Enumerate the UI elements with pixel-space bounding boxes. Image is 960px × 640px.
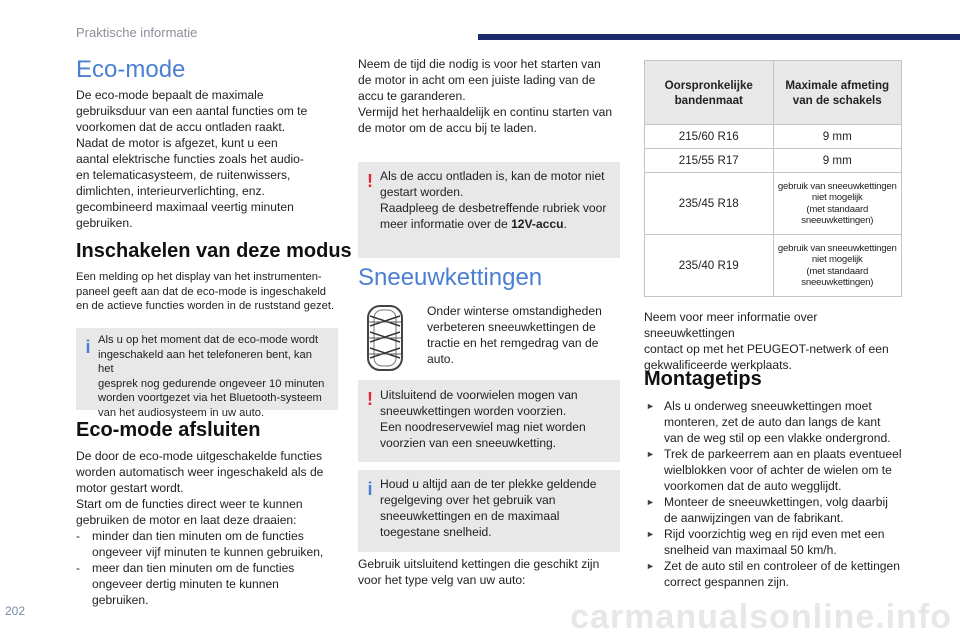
table-header: Maximale afmeting van de schakels: [773, 61, 902, 125]
exit-text: De door de eco-mode uitgeschakelde functies worden automatisch weer ingeschakeld als de motor gestart wordt. Start om de functies direct weer te kunnen gebruiken de motor en laat deze draaien:: [76, 449, 324, 527]
table-cell: gebruik van sneeuwkettingen niet mogelijk (met standaard sneeuwkettingen): [773, 235, 902, 297]
section-header: Praktische informatie: [76, 25, 198, 40]
enable-note-text: Als u op het moment dat de eco-mode wordt ingeschakeld aan het telefoneren bent, kan het gesprek nog gedurende ongeveer 10 minuten worden voortgezet via het Bluetooth-systeem van het audiosysteem in uw auto.: [98, 334, 325, 419]
info-icon: i: [367, 479, 373, 499]
battery-note-text: Als de accu ontladen is, kan de motor niet gestart worden. Raadpleeg de desbetreffende rubriek voor meer informatie over de 12V-accu.: [380, 169, 607, 231]
use-text: Gebruik uitsluitend kettingen die geschikt zijn voor het type velg van uw auto:: [358, 557, 600, 587]
list-item: ► Trek de parkeerrem aan en plaats eventueel wielblokken voor of achter de wielen om te voorkomen dat de auto wegglijdt.: [646, 447, 902, 493]
header-bar: [478, 34, 960, 40]
tips-heading: Montagetips: [644, 368, 762, 390]
info-icon: i: [85, 337, 91, 357]
chains-table: [644, 60, 902, 297]
table-cell: 235/45 R18: [645, 173, 774, 235]
front-note-text: Uitsluitend de voorwielen mogen van sneeuwkettingen worden voorzien. Een noodreservewiel mag niet worden voorzien van een sneeuwketting.: [380, 388, 586, 450]
tips-list: [644, 398, 910, 590]
warning-icon: !: [367, 389, 373, 409]
page-number: 202: [5, 604, 26, 618]
table-cell: 9 mm: [773, 125, 902, 149]
start-text: Neem de tijd die nodig is voor het starten van de motor in acht om een juiste lading van de accu te garanderen. Vermijd het herhaaldelijk en continu starten van de motor om de accu bij te laden.: [358, 57, 613, 135]
snow-chain-icon: [358, 302, 414, 374]
arrow-icon: ►: [646, 449, 655, 459]
enable-text: Een melding op het display van het instrumenten- paneel geeft aan dat de eco-mode is ingeschakeld en de actieve functies worden in de ruststand gezet.: [76, 271, 335, 313]
rules-info-note: [358, 470, 620, 552]
battery-warning-note: [358, 162, 620, 258]
table-cell: 9 mm: [773, 149, 902, 173]
arrow-icon: ►: [646, 401, 655, 411]
list-item: - minder dan tien minuten om de functies ongeveer vijf minuten te kunnen gebruiken,: [76, 529, 324, 559]
table-row: [645, 235, 902, 297]
eco-mode-title: Eco-mode: [76, 56, 186, 83]
arrow-icon: ►: [646, 497, 655, 507]
table-cell: 215/55 R17: [645, 149, 774, 173]
table-header-row: [645, 61, 902, 125]
chains-title: Sneeuwkettingen: [358, 264, 543, 291]
table-cell: 215/60 R16: [645, 125, 774, 149]
enable-info-note: [76, 328, 338, 419]
table-row: [645, 173, 902, 235]
table-row: [645, 125, 902, 149]
enable-heading: Inschakelen van deze modus: [76, 240, 352, 262]
watermark: carmanualsonline.info: [570, 598, 952, 636]
list-item: ► Monteer de sneeuwkettingen, volg daarbij de aanwijzingen van de fabrikant.: [646, 495, 888, 525]
warning-icon: !: [367, 171, 373, 191]
table-cell: gebruik van sneeuwkettingen niet mogelijk (met standaard sneeuwkettingen): [773, 173, 902, 235]
exit-heading: Eco-mode afsluiten: [76, 419, 261, 441]
table-header: Oorspronkelijke bandenmaat: [645, 61, 774, 125]
front-wheels-warning-note: [358, 380, 620, 462]
list-item: ► Rijd voorzichtig weg en rijd even met een snelheid van maximaal 50 km/h.: [646, 527, 885, 557]
eco-mode-intro: De eco-mode bepaalt de maximale gebruiksduur van een aantal functies om te voorkomen dat de accu ontladen raakt. Nadat de motor is afgezet, kunt u een aantal elektrische functies zoals het audio- en telematicasysteem, de ruitenwissers, dimlichten, interieurverlichting, enz. gecombineerd maximaal veertig minuten gebruiken.: [76, 88, 308, 230]
network-text: Neem voor meer informatie over sneeuwkettingen contact op met het PEUGEOT-netwerk of een gekwalificeerde werkplaats.: [644, 310, 889, 372]
table-row: [645, 149, 902, 173]
arrow-icon: ►: [646, 561, 655, 571]
list-item: ► Zet de auto stil en controleer of de kettingen correct gespannen zijn.: [646, 559, 900, 589]
arrow-icon: ►: [646, 529, 655, 539]
table-cell: 235/40 R19: [645, 235, 774, 297]
list-item: ► Als u onderweg sneeuwkettingen moet monteren, zet de auto dan langs de kant van de weg stil op een vlakke ondergrond.: [646, 399, 891, 445]
chains-intro: Onder winterse omstandigheden verbeteren sneeuwkettingen de tractie en het remgedrag van de auto.: [427, 304, 602, 366]
exit-list: [76, 528, 338, 608]
rules-note-text: Houd u altijd aan de ter plekke geldende regelgeving over het gebruik van sneeuwkettingen en de maximaal toegestane snelheid.: [380, 477, 597, 539]
list-item: - meer dan tien minuten om de functies ongeveer dertig minuten te kunnen gebruiken.: [76, 561, 295, 607]
